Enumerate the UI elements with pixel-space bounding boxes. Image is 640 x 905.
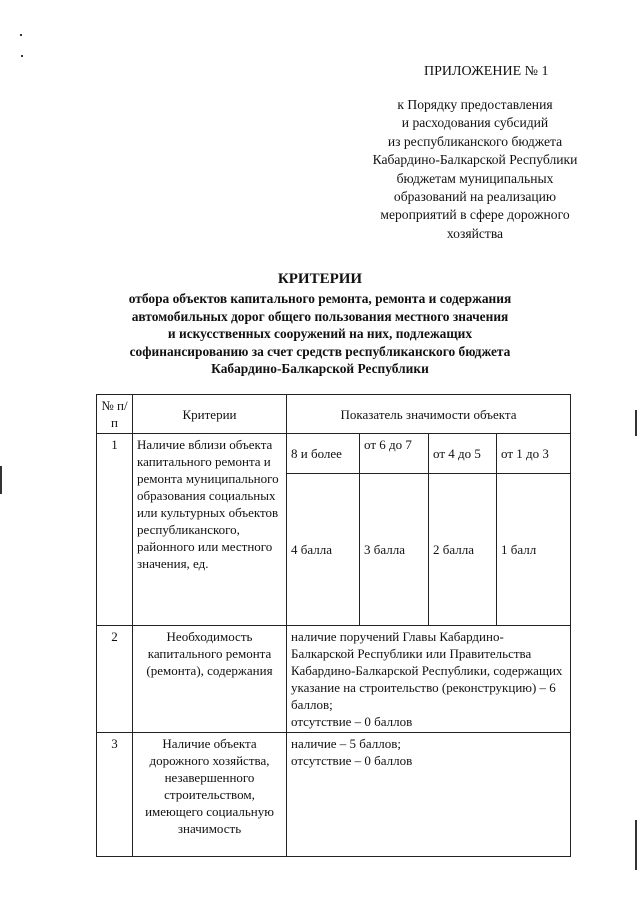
range-cell: 8 и более bbox=[287, 434, 360, 474]
appendix-subtitle-line: и расходования субсидий bbox=[401, 115, 549, 131]
row-criterion: Наличие вблизи объекта капитального ремонта и ремонта муниципального образования социальных или культурных объектов республиканского, районного или местного значения, ед. bbox=[133, 434, 287, 626]
indicator-line: наличие поручений Главы Кабардино-Балкарской Республики или Правительства Кабардино-Балкарской Республики, содержащих указание на строительство (реконструкцию) – 6 баллов; bbox=[291, 629, 563, 712]
score-cell: 3 балла bbox=[360, 474, 429, 626]
document-title: КРИТЕРИИ bbox=[277, 271, 363, 287]
appendix-subtitle-line: хозяйства bbox=[446, 225, 504, 241]
table-row bbox=[97, 733, 571, 857]
document-heading-line: и искусственных сооружений на них, подлежащих bbox=[167, 326, 473, 341]
score-cell: 4 балла bbox=[287, 474, 360, 626]
scan-mark bbox=[635, 410, 637, 436]
scan-mark bbox=[0, 466, 2, 494]
appendix-subtitle-line: мероприятий в сфере дорожного bbox=[380, 207, 570, 223]
appendix-subtitle-line: Кабардино-Балкарской Республики bbox=[372, 152, 578, 168]
document-heading-line: софинансированию за счет средств республиканского бюджета bbox=[129, 343, 511, 359]
scan-mark bbox=[20, 34, 22, 36]
row-indicator bbox=[287, 733, 571, 857]
row-criterion: Наличие объекта дорожного хозяйства, незавершенного строительством, имеющего социальную значимость bbox=[133, 733, 287, 857]
criteria-table bbox=[96, 394, 571, 857]
appendix-subtitle bbox=[355, 96, 595, 243]
range-cell: от 1 до 3 bbox=[497, 434, 571, 474]
header-indicator: Показатель значимости объекта bbox=[287, 395, 571, 434]
appendix-subtitle-line: к Порядку предоставления bbox=[397, 97, 553, 112]
row-num: 3 bbox=[97, 733, 133, 857]
range-cell: от 4 до 5 bbox=[429, 434, 497, 474]
table-header-row bbox=[97, 395, 571, 434]
appendix-subtitle-line: бюджетам муниципальных bbox=[396, 170, 554, 186]
appendix-subtitle-line: из республиканского бюджета bbox=[387, 133, 563, 149]
row-num: 2 bbox=[97, 626, 133, 733]
header-criteria: Критерии bbox=[133, 395, 287, 434]
row-criterion: Необходимость капитального ремонта (ремонта), содержания bbox=[133, 626, 287, 733]
indicator-line: отсутствие – 0 баллов bbox=[291, 714, 413, 729]
score-cell: 2 балла bbox=[429, 474, 497, 626]
appendix-title: ПРИЛОЖЕНИЕ № 1 bbox=[424, 64, 549, 79]
table-row bbox=[97, 434, 571, 474]
indicator-line: наличие – 5 баллов; bbox=[291, 736, 402, 751]
document-heading-line: Кабардино-Балкарской Республики bbox=[211, 361, 429, 376]
document-heading-line: отбора объектов капитального ремонта, ремонта и содержания bbox=[128, 291, 512, 306]
range-cell: от 6 до 7 bbox=[360, 434, 429, 474]
document-heading bbox=[100, 290, 540, 378]
table-row bbox=[97, 626, 571, 733]
scan-mark bbox=[21, 55, 23, 57]
row-indicator bbox=[287, 626, 571, 733]
appendix-subtitle-line: образований на реализацию bbox=[393, 189, 557, 205]
score-cell: 1 балл bbox=[497, 474, 571, 626]
scan-mark bbox=[635, 820, 637, 870]
indicator-line: отсутствие – 0 баллов bbox=[291, 753, 413, 768]
document-heading-line: автомобильных дорог общего пользования местного значения bbox=[131, 308, 509, 324]
header-num: № п/п bbox=[97, 395, 133, 434]
row-num: 1 bbox=[97, 434, 133, 626]
